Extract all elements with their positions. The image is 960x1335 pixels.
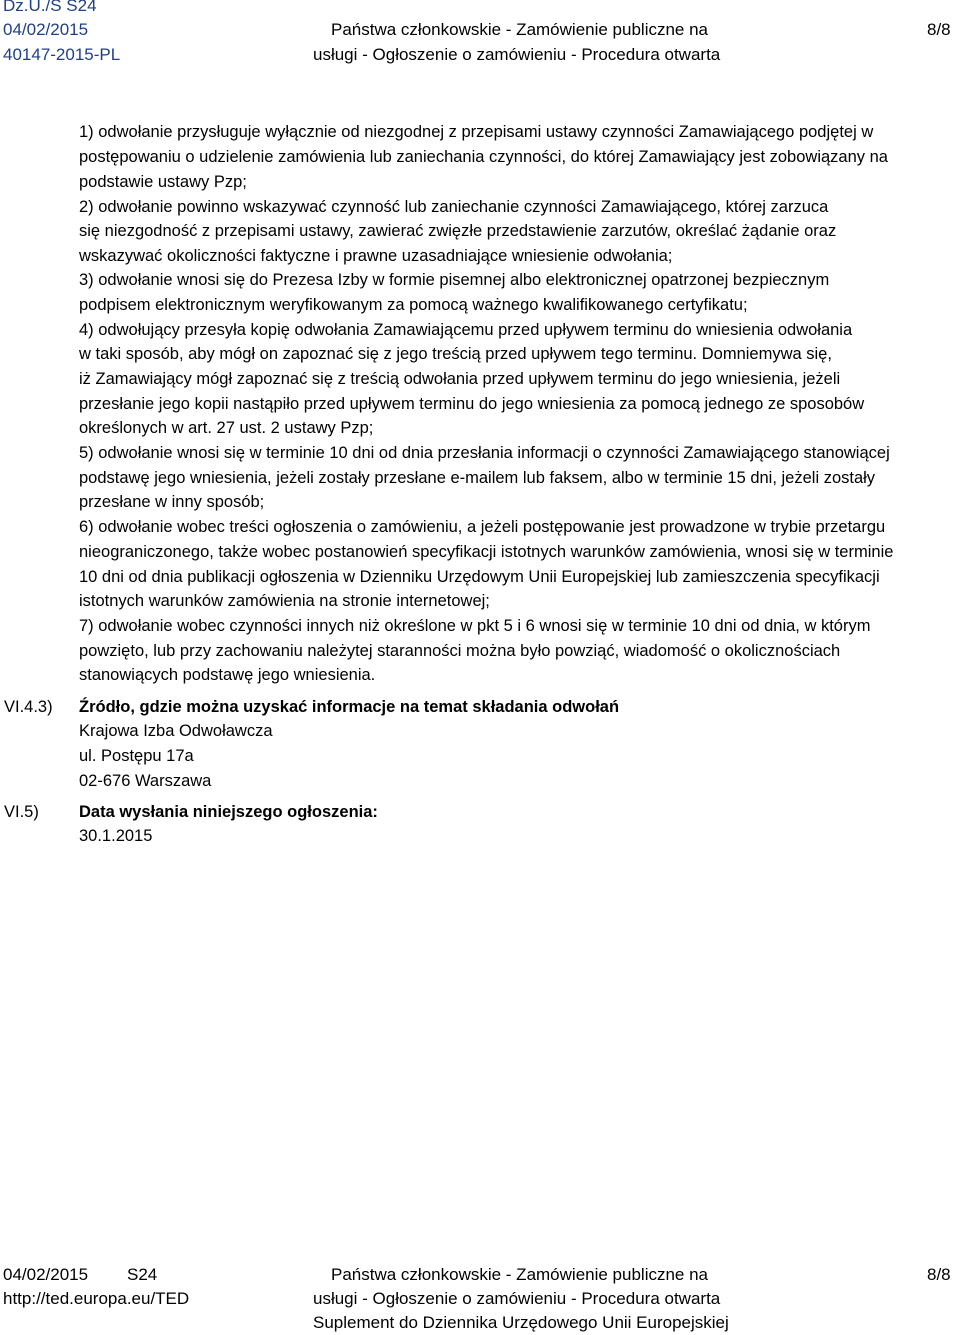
text-line: się niezgodność z przepisami ustawy, zawierać zwięzłe przedstawienie zarzutów, określać żądanie oraz (79, 222, 837, 240)
section-number: VI.4.3) (4, 698, 53, 716)
text-line: 7) odwołanie wobec czynności innych niż określone w pkt 5 i 6 wnosi się w terminie 10 dni od dnia, w którym (79, 617, 871, 635)
text-line: stanowiących podstawę jego wniesienia. (79, 666, 376, 684)
text-line: podstawę jego wniesienia, jeżeli zostały przesłane e-mailem lub faksem, albo w terminie 15 dni, jeżeli zostały (79, 469, 876, 487)
text-line: w taki sposób, aby mógł on zapoznać się z jego treścią przed upływem tego terminu. Domniemywa się, (79, 345, 832, 363)
header-page-number: 8/8 (927, 20, 951, 39)
footer-page-number: 8/8 (927, 1265, 951, 1284)
review-body-city: 02-676 Warszawa (79, 772, 212, 790)
section-number: VI.5) (4, 803, 39, 821)
text-line: 4) odwołujący przesyła kopię odwołania Zamawiającemu przed upływem terminu do wniesienia odwołania (79, 321, 853, 339)
text-line: wskazywać okoliczności faktyczne i prawne uzasadniające wniesienie odwołania; (79, 247, 673, 265)
text-line: 10 dni od dnia publikacji ogłoszenia w Dzienniku Urzędowym Unii Europejskiej lub zamieszczenia specyfikacji (79, 568, 880, 586)
text-line: podpisem elektronicznym weryfikowanym za pomocą ważnego kwalifikowanego certyfikatu; (79, 296, 748, 314)
text-line: postępowaniu o udzielenie zamówienia lub zaniechania czynności, do której Zamawiający jest zobowiązany na (79, 148, 888, 166)
text-line: 2) odwołanie powinno wskazywać czynność lub zaniechanie czynności Zamawiającego, której zarzuca (79, 198, 829, 216)
text-line: nieograniczonego, także wobec postanowień specyfikacji istotnych warunków zamówienia, wnosi się w terminie (79, 543, 894, 561)
review-body-name: Krajowa Izba Odwoławcza (79, 722, 273, 740)
footer-title-line1: Państwa członkowskie - Zamówienie publiczne na (331, 1265, 709, 1284)
text-line: przesłane w inny sposób; (79, 493, 265, 511)
dispatch-date: 30.1.2015 (79, 827, 153, 845)
footer-title-line3: Suplement do Dziennika Urzędowego Unii Europejskiej (313, 1313, 729, 1332)
footer-series: S24 (127, 1265, 158, 1284)
text-line: powzięto, lub przy zachowaniu należytej staranności można było powziąć, wiadomość o okolicznościach (79, 642, 841, 660)
text-line: 1) odwołanie przysługuje wyłącznie od niezgodnej z przepisami ustawy czynności Zamawiającego podjętej w (79, 123, 874, 141)
text-line: istotnych warunków zamówienia na stronie internetowej; (79, 592, 490, 610)
text-line: podstawie ustawy Pzp; (79, 173, 247, 191)
journal-ref: Dz.U./S S24 (3, 0, 97, 15)
text-line: 6) odwołanie wobec treści ogłoszenia o zamówieniu, a jeżeli postępowanie jest prowadzone w trybie przetargu (79, 518, 886, 536)
footer-date: 04/02/2015 (3, 1265, 89, 1284)
text-line: 3) odwołanie wnosi się do Prezesa Izby w formie pisemnej albo elektronicznej opatrzonej bezpiecznym (79, 271, 830, 289)
review-body-street: ul. Postępu 17a (79, 747, 194, 765)
text-line: określonych w art. 27 ust. 2 ustawy Pzp; (79, 419, 374, 437)
footer-url[interactable]: http://ted.europa.eu/TED (3, 1289, 190, 1308)
text-line: przesłanie jego kopii nastąpiło przed upływem terminu do jego wniesienia za pomocą jednego ze sposobów (79, 395, 865, 413)
text-line: 5) odwołanie wnosi się w terminie 10 dni od dnia przesłania informacji o czynności Zamawiającego stanowiącej (79, 444, 890, 462)
header-title-line2: usługi - Ogłoszenie o zamówieniu - Procedura otwarta (313, 45, 721, 64)
notice-number: 40147-2015-PL (3, 45, 121, 64)
header-date: 04/02/2015 (3, 20, 89, 39)
section-heading: Źródło, gdzie można uzyskać informacje na temat składania odwołań (79, 698, 620, 716)
footer-title-line2: usługi - Ogłoszenie o zamówieniu - Procedura otwarta (313, 1289, 721, 1308)
header-title-line1: Państwa członkowskie - Zamówienie publiczne na (331, 20, 709, 39)
section-heading: Data wysłania niniejszego ogłoszenia: (79, 803, 378, 821)
text-line: iż Zamawiający mógł zapoznać się z treścią odwołania przed upływem terminu do jego wniesienia, jeżeli (79, 370, 841, 388)
